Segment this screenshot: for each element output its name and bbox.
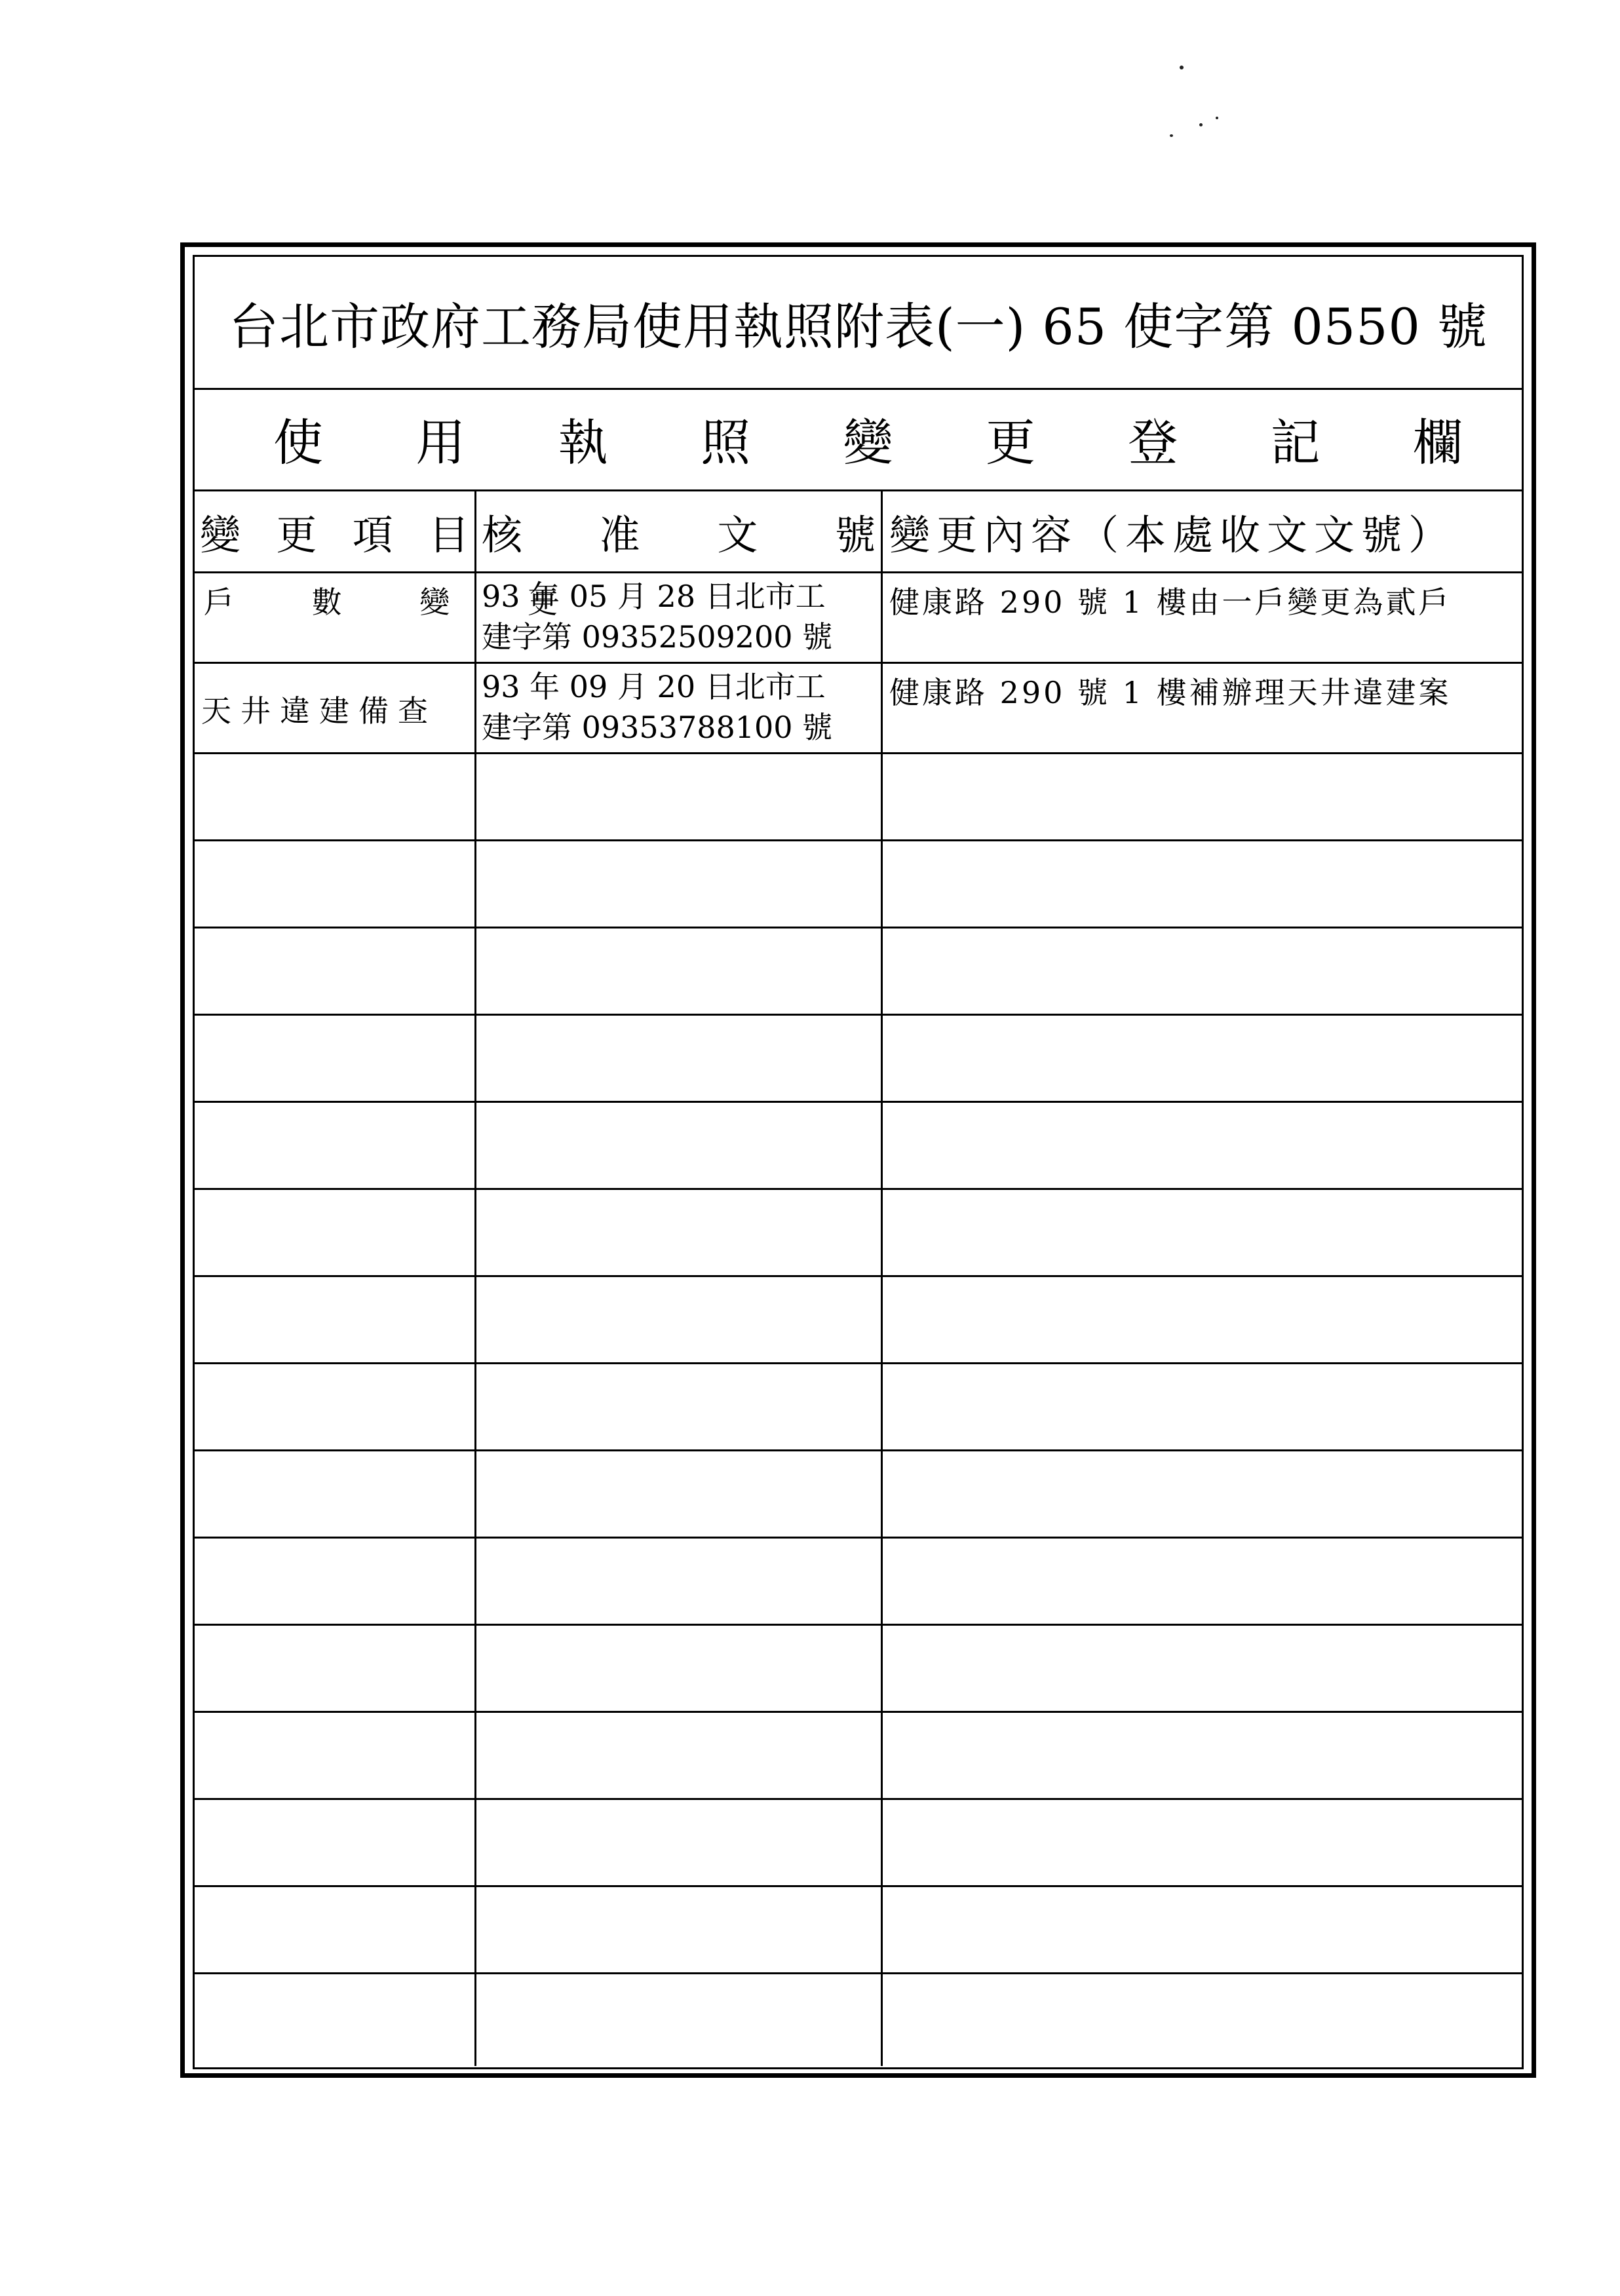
empty-cell xyxy=(476,1974,883,2066)
row-change-content xyxy=(883,664,1522,752)
empty-cell xyxy=(195,1800,476,1885)
empty-row xyxy=(195,754,1522,841)
header-approval-no xyxy=(476,491,883,571)
item-text: 戶 數 變 更 xyxy=(204,584,592,620)
empty-cell xyxy=(476,928,883,1014)
table-header-row xyxy=(195,491,1522,573)
empty-cell xyxy=(883,1190,1522,1275)
header-char: 核 xyxy=(482,510,523,559)
empty-cell xyxy=(883,841,1522,927)
empty-cell xyxy=(195,1103,476,1188)
empty-cell xyxy=(883,1974,1522,2066)
heading-char: 欄 xyxy=(1413,413,1463,472)
header-content-text: 變更內容（本處收文文號） xyxy=(889,510,1456,559)
empty-cell xyxy=(476,754,883,839)
empty-cell xyxy=(195,1539,476,1624)
empty-cell xyxy=(883,1016,1522,1101)
empty-cell xyxy=(883,1626,1522,1711)
empty-cell xyxy=(476,1800,883,1885)
heading-char: 用 xyxy=(415,413,466,472)
row-change-item xyxy=(195,573,592,662)
empty-cell xyxy=(195,928,476,1014)
scan-speck xyxy=(1180,66,1184,69)
row-change-item xyxy=(195,664,476,752)
header-char: 文 xyxy=(717,510,758,559)
empty-row xyxy=(195,1277,1522,1364)
table-row xyxy=(195,664,1522,754)
empty-cell xyxy=(476,1016,883,1101)
content-text: 健康路 290 號 1 樓補辦理天井違建案 xyxy=(889,675,1452,710)
empty-cell xyxy=(195,1626,476,1711)
empty-row xyxy=(195,1190,1522,1277)
document-title xyxy=(195,257,1522,390)
header-char: 變 xyxy=(200,510,241,559)
empty-cell xyxy=(476,1451,883,1537)
empty-row xyxy=(195,1713,1522,1800)
empty-row xyxy=(195,1887,1522,1974)
section-heading xyxy=(195,388,1522,491)
approval-line: 93 年 09 月 20 日北市工 xyxy=(482,669,826,704)
header-char: 目 xyxy=(428,510,469,559)
scan-speck xyxy=(1216,117,1218,119)
empty-cell xyxy=(195,1974,476,2066)
scan-speck xyxy=(1199,123,1203,126)
empty-cell xyxy=(883,1887,1522,1972)
approval-line: 建字第 09353788100 號 xyxy=(482,710,833,745)
item-text: 天井違建備查 xyxy=(201,693,437,729)
empty-row xyxy=(195,1974,1522,2066)
empty-row xyxy=(195,1016,1522,1103)
empty-cell xyxy=(195,1887,476,1972)
empty-cell xyxy=(883,1277,1522,1362)
heading-char: 記 xyxy=(1270,413,1321,472)
row-change-content xyxy=(883,573,1522,662)
empty-cell xyxy=(476,1277,883,1362)
approval-line: 建字第 09352509200 號 xyxy=(482,619,833,655)
empty-row xyxy=(195,1103,1522,1190)
empty-cell xyxy=(883,754,1522,839)
heading-char: 變 xyxy=(843,413,893,472)
heading-char: 執 xyxy=(558,413,608,472)
scan-speck xyxy=(1170,134,1173,137)
registration-form xyxy=(193,255,1524,2069)
row-approval-no xyxy=(476,573,883,662)
empty-row xyxy=(195,1626,1522,1713)
empty-cell xyxy=(195,1190,476,1275)
empty-cell xyxy=(195,1016,476,1101)
empty-cell xyxy=(476,841,883,927)
header-char: 項 xyxy=(352,510,393,559)
empty-row xyxy=(195,1800,1522,1887)
empty-row xyxy=(195,841,1522,928)
empty-row xyxy=(195,1539,1522,1626)
header-char: 號 xyxy=(834,510,876,559)
empty-cell xyxy=(476,1626,883,1711)
empty-cell xyxy=(476,1713,883,1798)
empty-cell xyxy=(883,1364,1522,1449)
empty-row xyxy=(195,1364,1522,1451)
empty-cell xyxy=(476,1103,883,1188)
empty-cell xyxy=(195,754,476,839)
heading-char: 使 xyxy=(273,413,323,472)
table-row xyxy=(195,573,1522,664)
empty-row xyxy=(195,1451,1522,1539)
empty-cell xyxy=(883,1800,1522,1885)
empty-cell xyxy=(476,1190,883,1275)
empty-cell xyxy=(195,1277,476,1362)
empty-cell xyxy=(476,1887,883,1972)
empty-cell xyxy=(195,1713,476,1798)
header-change-item xyxy=(195,491,476,571)
document-frame xyxy=(180,242,1536,2078)
empty-cell xyxy=(883,928,1522,1014)
title-text: 台北市政府工務局使用執照附表(一) 65 使字第 0550 號 xyxy=(228,297,1488,356)
change-record-table xyxy=(195,491,1522,2067)
header-change-content xyxy=(883,491,1522,571)
empty-cell xyxy=(883,1713,1522,1798)
heading-char: 更 xyxy=(985,413,1035,472)
heading-char: 照 xyxy=(701,413,751,472)
approval-line: 93 年 05 月 28 日北市工 xyxy=(482,579,826,614)
header-char: 更 xyxy=(276,510,317,559)
empty-cell xyxy=(476,1539,883,1624)
empty-cell xyxy=(476,1364,883,1449)
content-text: 健康路 290 號 1 樓由一戶變更為貳戶 xyxy=(889,584,1452,620)
empty-cell xyxy=(195,841,476,927)
header-char: 准 xyxy=(599,510,640,559)
empty-cell xyxy=(883,1103,1522,1188)
empty-cell xyxy=(195,1364,476,1449)
empty-cell xyxy=(883,1451,1522,1537)
row-approval-no xyxy=(476,664,883,752)
heading-char: 登 xyxy=(1128,413,1178,472)
empty-cell xyxy=(883,1539,1522,1624)
empty-row xyxy=(195,928,1522,1016)
empty-cell xyxy=(195,1451,476,1537)
